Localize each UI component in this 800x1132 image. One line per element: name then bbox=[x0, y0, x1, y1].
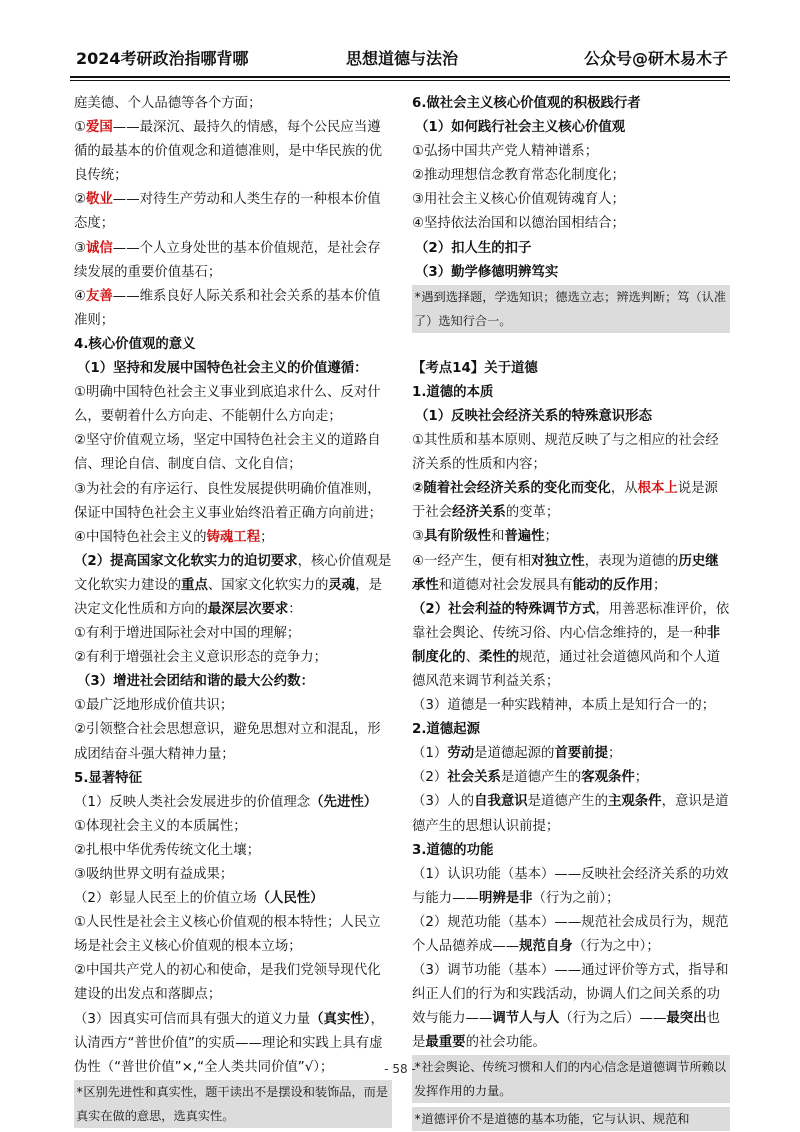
list-item: ②随着社会经济关系的变化而变化，从根本上说是源于社会经济关系的变革； bbox=[412, 481, 718, 521]
value-patriotism: ①爱国——最深沉、最持久的情感，每个公民应当遵循的最基本的价值观念和道德准则，是中华民族的优良传统； bbox=[74, 120, 382, 184]
list-item: （2）规范功能（基本）——规范社会成员行为，规范个人品德养成——规范自身（行为之中）； bbox=[412, 914, 729, 954]
list-item: ①弘扬中国共产党人精神谱系； bbox=[412, 144, 599, 160]
section-heading: 4.核心价值观的意义 bbox=[74, 336, 196, 352]
right-column bbox=[412, 92, 730, 1131]
header-book-title: 2024考研政治指哪背哪 bbox=[76, 48, 249, 68]
header-author: 公众号@研木易木子 bbox=[583, 48, 728, 68]
list-item: ④坚持依法治国和以德治国相结合； bbox=[412, 216, 625, 232]
section-heading: 3.道德的功能 bbox=[412, 842, 494, 858]
list-item: ②推动理想信念教育常态化制度化； bbox=[412, 168, 625, 184]
list-item: ④中国特色社会主义的铸魂工程； bbox=[74, 529, 274, 545]
text-line: 庭美德、个人品德等各个方面； bbox=[74, 96, 262, 111]
note-box: *遇到选择题，学选知识；德选立志；辨选判断；笃（认准了）选知行合一。 bbox=[412, 285, 730, 333]
page-header bbox=[76, 40, 728, 74]
list-item: ①体现社会主义的本质属性； bbox=[74, 818, 247, 834]
list-item: ②坚守价值观立场，坚定中国特色社会主义的道路自信、理论自信、制度自信、文化自信； bbox=[74, 433, 381, 473]
value-friendliness: ④友善——维系良好人际关系和社会关系的基本价值准则； bbox=[74, 288, 381, 328]
note-box: *区别先进性和真实性，题干读出不是摆设和装饰品，而是真实在做的意思，选真实性。 bbox=[74, 1080, 392, 1128]
list-item: ①有利于增进国际社会对中国的理解； bbox=[74, 626, 301, 642]
subsection-heading: （1）反映人类社会发展进步的价值理念（先进性） bbox=[74, 794, 378, 810]
subsection-heading: （3）勤学修德明辨笃实 bbox=[415, 264, 559, 280]
subsection-heading: （2）彰显人民至上的价值立场（人民性） bbox=[74, 891, 324, 907]
list-item: ③为社会的有序运行、良性发展提供明确价值准则，保证中国特色社会主义事业始终沿着正确方向前进； bbox=[74, 481, 382, 521]
list-item: ①其性质和基本原则、规范反映了与之相应的社会经济关系的性质和内容； bbox=[412, 433, 719, 473]
list-item: ①最广泛地形成价值共识； bbox=[74, 698, 234, 714]
list-item: ④一经产生，便有相对独立性，表现为道德的历史继承性和道德对社会发展具有能动的反作用； bbox=[412, 553, 719, 593]
list-item: （1）劳动是道德起源的首要前提； bbox=[412, 746, 622, 762]
spacer bbox=[412, 333, 730, 357]
list-item: ②中国共产党人的初心和使命，是我们党领导现代化建设的出发点和落脚点； bbox=[74, 963, 381, 1003]
subsection-heading: （2）扣人生的扣子 bbox=[415, 240, 532, 256]
note-box: *社会舆论、传统习惯和人们的内心信念是道德调节所赖以发挥作用的力量。 bbox=[412, 1055, 730, 1103]
list-item: ③用社会主义核心价值观铸魂育人； bbox=[412, 192, 625, 208]
list-item: （3）道德是一种实践精神，本质上是知行合一的； bbox=[412, 698, 716, 714]
subsection-heading: （1）如何践行社会主义核心价值观 bbox=[415, 120, 626, 136]
page-number: - 58 - bbox=[384, 1062, 416, 1076]
list-item: ①明确中国特色社会主义事业到底追求什么、反对什么，要朝着什么方向走、不能朝什么方向走； bbox=[74, 385, 381, 425]
value-integrity: ③诚信——个人立身处世的基本价值规范，是社会存续发展的重要价值基石； bbox=[74, 240, 381, 280]
list-item: ②扎根中华优秀传统文化土壤； bbox=[74, 842, 261, 858]
paragraph: （3）因真实可信而具有强大的道义力量（真实性），认清西方“普世价值”的实质——理论和实践上具有虚伪性（“普世价值”×,“全人类共同价值”√）； bbox=[74, 1011, 384, 1075]
paragraph: （2）社会利益的特殊调节方式，用善恶标准评价，依靠社会舆论、传统习俗、内心信念维持的，是一种非制度化的、柔性的规范，通过社会道德风尚和个人道德风范来调节利益关系； bbox=[412, 601, 730, 689]
list-item: ③具有阶级性和普遍性； bbox=[412, 529, 558, 545]
list-item: （1）认识功能（基本）——反映社会经济关系的功效与能力——明辨是非（行为之前）； bbox=[412, 866, 729, 906]
subsection-heading: （1）反映社会经济关系的特殊意识形态 bbox=[415, 408, 652, 424]
value-dedication: ②敬业——对待生产劳动和人类生存的一种根本价值态度； bbox=[74, 192, 381, 232]
list-item: ①人民性是社会主义核心价值观的根本特性；人民立场是社会主义核心价值观的根本立场； bbox=[74, 915, 381, 955]
section-heading: 6.做社会主义核心价值观的积极践行者 bbox=[412, 96, 641, 111]
subsection-heading: （3）增进社会团结和谐的最大公约数： bbox=[77, 674, 314, 690]
list-item: ②有利于增强社会主义意识形态的竞争力； bbox=[74, 650, 328, 666]
list-item: ②引领整合社会思想意识，避免思想对立和混乱，形成团结奋斗强大精神力量； bbox=[74, 722, 381, 762]
subsection-heading: （1）坚持和发展中国特色社会主义的价值遵循： bbox=[77, 361, 368, 377]
section-heading: 5.显著特征 bbox=[74, 770, 142, 786]
topic-heading: 【考点14】关于道德 bbox=[412, 360, 538, 376]
header-chapter-title: 思想道德与法治 bbox=[345, 48, 459, 68]
header-rule-thin bbox=[70, 80, 730, 81]
list-item: ③吸纳世界文明有益成果； bbox=[74, 867, 234, 882]
section-heading: 1.道德的本质 bbox=[412, 384, 494, 400]
list-item: （3）调节功能（基本）——通过评价等方式，指导和纠正人们的行为和实践活动，协调人们之间关系的功效与能力——调节人与人（行为之后）——最突出也是最重要的社会功能。 bbox=[412, 963, 729, 1051]
paragraph: （2）提高国家文化软实力的迫切要求，核心价值观是文化软实力建设的重点、国家文化软实力的灵魂，是决定文化性质和方向的最深层次要求： bbox=[74, 553, 392, 617]
section-heading: 2.道德起源 bbox=[412, 722, 480, 738]
note-box: *道德评价不是道德的基本功能，它与认识、规范和 bbox=[412, 1107, 730, 1131]
list-item: （3）人的自我意识是道德产生的主观条件，意识是道德产生的思想认识前提； bbox=[412, 794, 729, 834]
left-column bbox=[74, 92, 392, 1128]
header-rule bbox=[70, 76, 730, 78]
list-item: （2）社会关系是道德产生的客观条件； bbox=[412, 770, 649, 786]
